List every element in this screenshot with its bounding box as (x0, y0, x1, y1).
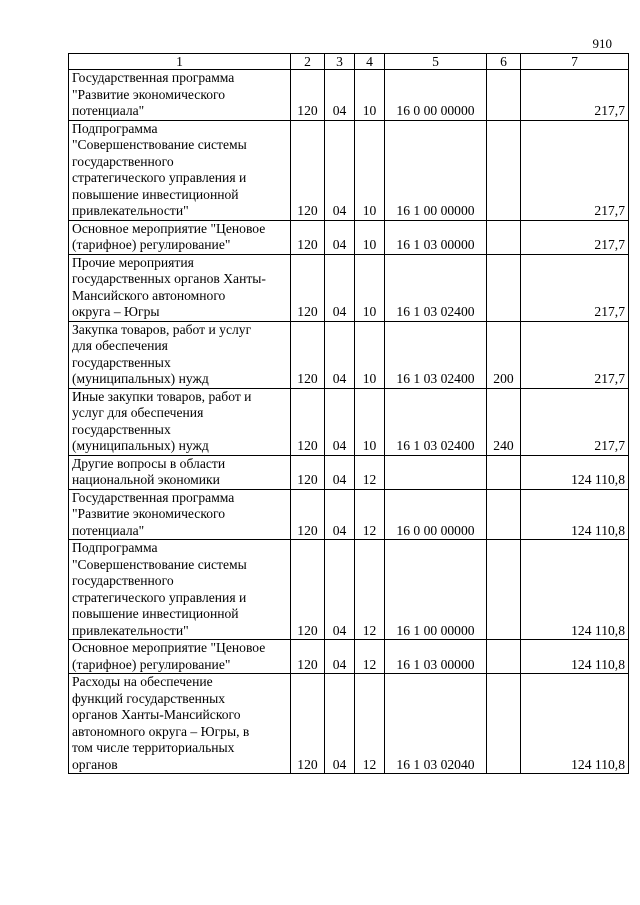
admin-code-cell: 120 (291, 220, 325, 254)
subsection-cell: 10 (355, 120, 385, 220)
page-number: 910 (592, 36, 612, 51)
amount-cell: 217,7 (521, 70, 629, 121)
row-name-cell: Закупка товаров, работ и услуг для обеспечения государственных (муниципальных) нужд (69, 321, 291, 388)
target-article-cell: 16 1 03 00000 (385, 640, 487, 674)
expense-type-cell: 200 (487, 321, 521, 388)
subsection-cell: 12 (355, 640, 385, 674)
admin-code-cell: 120 (291, 70, 325, 121)
subsection-cell: 10 (355, 254, 385, 321)
table-row (69, 254, 629, 321)
amount-cell: 124 110,8 (521, 455, 629, 489)
table-row (69, 455, 629, 489)
amount-cell: 217,7 (521, 120, 629, 220)
table-row (69, 120, 629, 220)
table-header-row (69, 54, 629, 70)
section-cell: 04 (325, 640, 355, 674)
subsection-cell: 12 (355, 455, 385, 489)
section-cell: 04 (325, 220, 355, 254)
admin-code-cell: 120 (291, 640, 325, 674)
subsection-cell: 10 (355, 220, 385, 254)
admin-code-cell: 120 (291, 321, 325, 388)
section-cell: 04 (325, 70, 355, 121)
target-article-cell: 16 1 03 02400 (385, 254, 487, 321)
table-row (69, 70, 629, 121)
section-cell: 04 (325, 120, 355, 220)
amount-cell: 124 110,8 (521, 489, 629, 540)
expense-type-cell (487, 120, 521, 220)
target-article-cell: 16 1 03 02040 (385, 674, 487, 774)
expense-type-cell (487, 489, 521, 540)
subsection-cell: 10 (355, 70, 385, 121)
subsection-cell: 12 (355, 540, 385, 640)
table-row (69, 640, 629, 674)
expense-type-cell (487, 455, 521, 489)
subsection-cell: 12 (355, 674, 385, 774)
table-row (69, 321, 629, 388)
amount-cell: 124 110,8 (521, 674, 629, 774)
section-cell: 04 (325, 674, 355, 774)
admin-code-cell: 120 (291, 120, 325, 220)
amount-cell: 217,7 (521, 254, 629, 321)
row-name-cell: Другие вопросы в области национальной экономики (69, 455, 291, 489)
section-cell: 04 (325, 254, 355, 321)
row-name-cell: Иные закупки товаров, работ и услуг для обеспечения государственных (муниципальных) нужд (69, 388, 291, 455)
section-cell: 04 (325, 455, 355, 489)
expense-type-cell (487, 640, 521, 674)
admin-code-cell: 120 (291, 388, 325, 455)
target-article-cell: 16 1 00 00000 (385, 120, 487, 220)
column-header: 2 (291, 54, 325, 70)
admin-code-cell: 120 (291, 489, 325, 540)
column-header: 3 (325, 54, 355, 70)
column-header: 1 (69, 54, 291, 70)
section-cell: 04 (325, 489, 355, 540)
table-row (69, 388, 629, 455)
admin-code-cell: 120 (291, 674, 325, 774)
row-name-cell: Подпрограмма "Совершенствование системы государственного стратегического управления и повышение инвестиционной привлекательности" (69, 120, 291, 220)
target-article-cell: 16 1 03 00000 (385, 220, 487, 254)
expense-type-cell (487, 70, 521, 121)
subsection-cell: 10 (355, 321, 385, 388)
table-row (69, 674, 629, 774)
expense-type-cell (487, 254, 521, 321)
amount-cell: 124 110,8 (521, 640, 629, 674)
row-name-cell: Государственная программа "Развитие экономического потенциала" (69, 489, 291, 540)
section-cell: 04 (325, 321, 355, 388)
column-header: 6 (487, 54, 521, 70)
target-article-cell: 16 0 00 00000 (385, 489, 487, 540)
table-row (69, 220, 629, 254)
expense-type-cell (487, 674, 521, 774)
row-name-cell: Государственная программа "Развитие экономического потенциала" (69, 70, 291, 121)
amount-cell: 124 110,8 (521, 540, 629, 640)
row-name-cell: Прочие мероприятия государственных органов Ханты- Мансийского автономного округа – Югры (69, 254, 291, 321)
expense-type-cell (487, 220, 521, 254)
target-article-cell: 16 1 03 02400 (385, 388, 487, 455)
target-article-cell: 16 1 00 00000 (385, 540, 487, 640)
column-header: 5 (385, 54, 487, 70)
expense-type-cell: 240 (487, 388, 521, 455)
column-header: 4 (355, 54, 385, 70)
section-cell: 04 (325, 388, 355, 455)
expense-type-cell (487, 540, 521, 640)
target-article-cell: 16 0 00 00000 (385, 70, 487, 121)
table-row (69, 540, 629, 640)
amount-cell: 217,7 (521, 388, 629, 455)
admin-code-cell: 120 (291, 540, 325, 640)
row-name-cell: Основное мероприятие "Ценовое (тарифное) регулирование" (69, 640, 291, 674)
row-name-cell: Основное мероприятие "Ценовое (тарифное) регулирование" (69, 220, 291, 254)
row-name-cell: Подпрограмма "Совершенствование системы государственного стратегического управления и повышение инвестиционной привлекательности" (69, 540, 291, 640)
amount-cell: 217,7 (521, 321, 629, 388)
amount-cell: 217,7 (521, 220, 629, 254)
table-row (69, 489, 629, 540)
column-header: 7 (521, 54, 629, 70)
admin-code-cell: 120 (291, 254, 325, 321)
subsection-cell: 10 (355, 388, 385, 455)
section-cell: 04 (325, 540, 355, 640)
subsection-cell: 12 (355, 489, 385, 540)
budget-table (68, 53, 629, 774)
row-name-cell: Расходы на обеспечение функций государственных органов Ханты-Мансийского автономного округа – Югры, в том числе территориальных органов (69, 674, 291, 774)
target-article-cell: 16 1 03 02400 (385, 321, 487, 388)
admin-code-cell: 120 (291, 455, 325, 489)
target-article-cell (385, 455, 487, 489)
